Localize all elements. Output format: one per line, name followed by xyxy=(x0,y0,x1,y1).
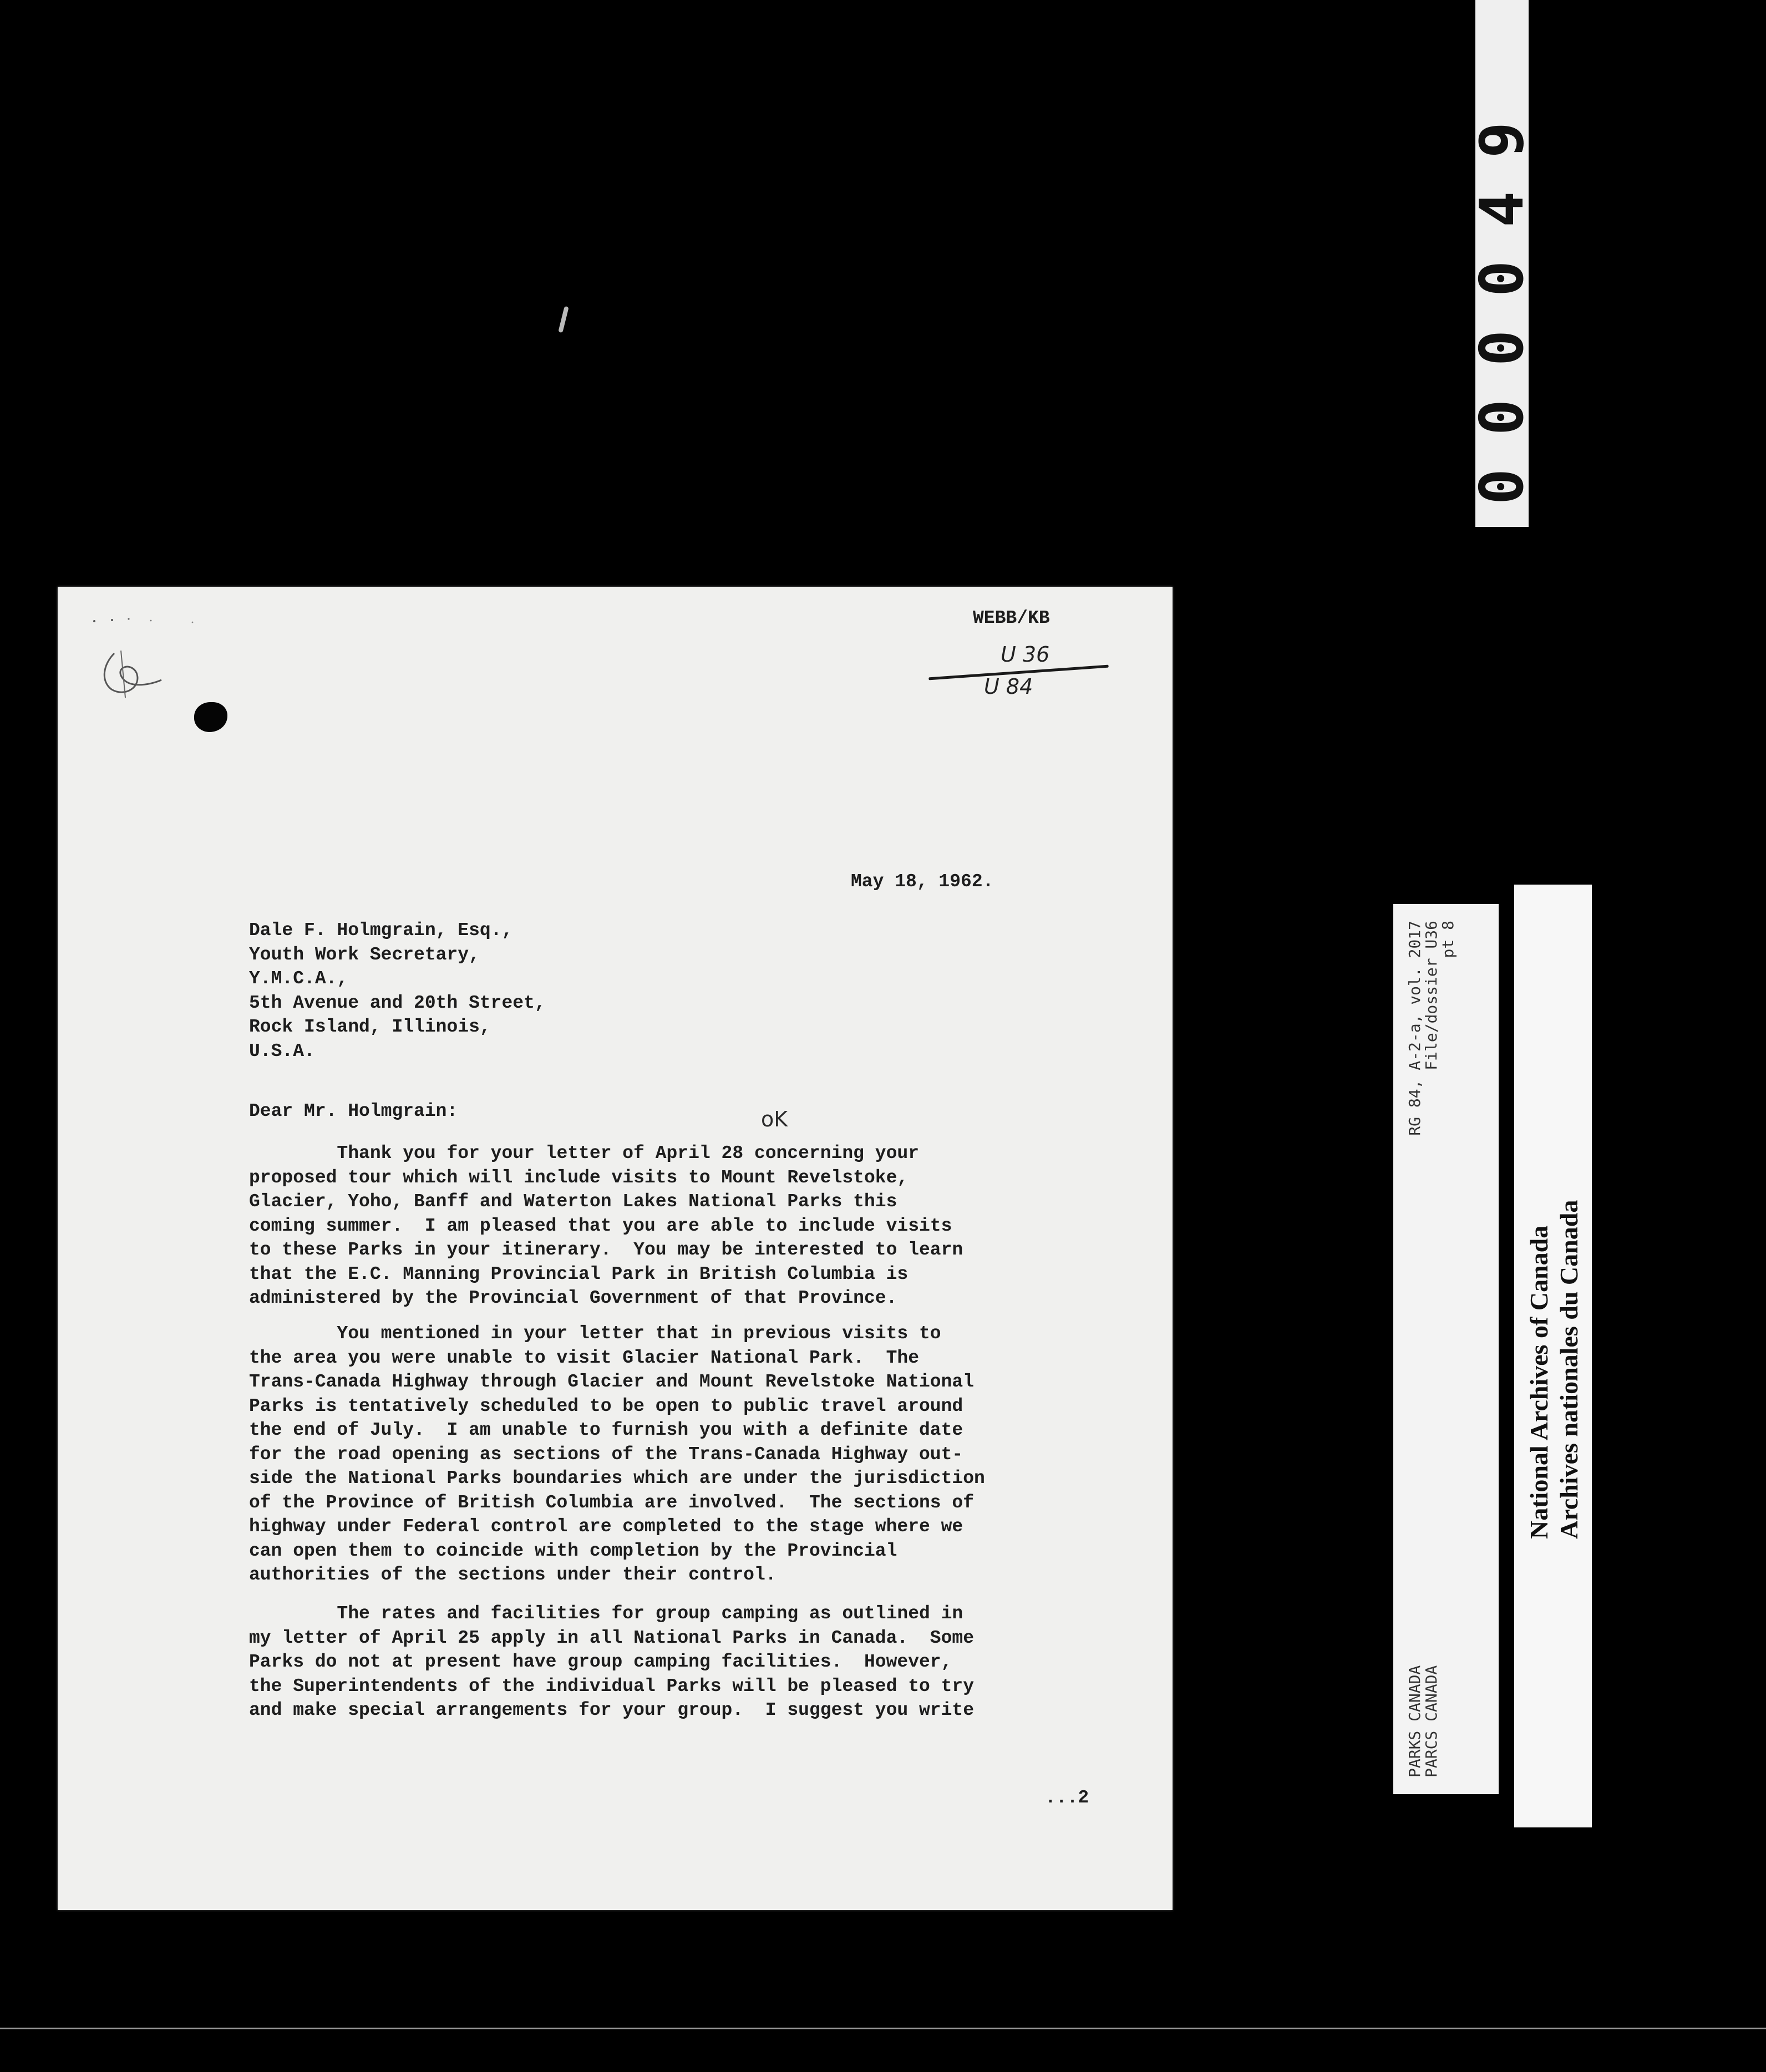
paragraph-1: Thank you for your letter of April 28 concerning your proposed tour which will include visits to Mount Revelstoke, Glacier, Yoho, Banff and Waterton Lakes National Parks this coming summer. I am pleased that you are able to include visits to these Parks in your itinerary. You may be interested to learn that the E.C. Manning Provincial Park in British Columbia is administered by the Provincial Government of that Province. xyxy=(249,1143,963,1308)
page-continuation: ...2 xyxy=(1045,1787,1089,1808)
film-bottom-rule xyxy=(0,2028,1766,2029)
frame-counter-strip xyxy=(1467,0,1537,527)
letter-date: May 18, 1962. xyxy=(851,871,994,892)
background-speck xyxy=(558,306,569,333)
parks-canada-label xyxy=(1393,904,1499,1794)
parks-label-line2-right: File/dossier U36 xyxy=(1422,921,1440,1070)
parks-label-line2-left: PARCS CANADA xyxy=(1422,1665,1440,1778)
national-archives-label xyxy=(1514,885,1592,1827)
archives-label-french: Archives nationales du Canada xyxy=(1555,1200,1583,1539)
reference-initials: WEBB/KB xyxy=(973,608,1050,628)
parks-label-line3-right: pt 8 xyxy=(1439,921,1457,958)
salutation: Dear Mr. Holmgrain: xyxy=(249,1101,458,1121)
frame-counter: 000049 xyxy=(1467,88,1537,505)
ink-blot xyxy=(194,702,227,732)
file-code-top: U 36 xyxy=(1001,642,1050,667)
parks-label-line1-right: RG 84, A-2-a, vol. 2017 xyxy=(1405,921,1424,1136)
archives-label-english: National Archives of Canada xyxy=(1525,1225,1553,1539)
recipient-address: Dale F. Holmgrain, Esq., Youth Work Secretary, Y.M.C.A., 5th Avenue and 20th Street, Rock Island, Illinois, U.S.A. xyxy=(249,920,546,1062)
file-codes xyxy=(923,642,1123,709)
parks-label-line1-left: PARKS CANADA xyxy=(1405,1665,1424,1778)
file-code-bottom: U 84 xyxy=(984,674,1033,699)
letter-page xyxy=(58,587,1173,1910)
paragraph-3: The rates and facilities for group camping as outlined in my letter of April 25 apply in all National Parks in Canada. Some Parks do not at present have group camping facilities. However, the Superintendents of the individual Parks will be pleased to try and make special arrangements for your group. I suggest you write xyxy=(249,1603,975,1720)
pencil-mark-icon xyxy=(92,642,170,709)
handwritten-ok: oK xyxy=(761,1107,788,1131)
paragraph-2: You mentioned in your letter that in previous visits to the area you were unable to visit Glacier National Park. The Trans-Canada Highway through Glacier and Mount Revelstoke National Parks is tentatively scheduled to be open to public travel around the end of July. I am unable to furnish you with a definite date for the road opening as sections of the Trans-Canada Highway out- side the National Parks boundaries which are under the jurisdiction of the Province of British Columbia are involved. The sections of highway under Federal control are completed to the stage where we can open them to coincide with completion by the Provincial authorities of the sections under their control. xyxy=(249,1323,985,1585)
corner-specks xyxy=(90,615,201,626)
